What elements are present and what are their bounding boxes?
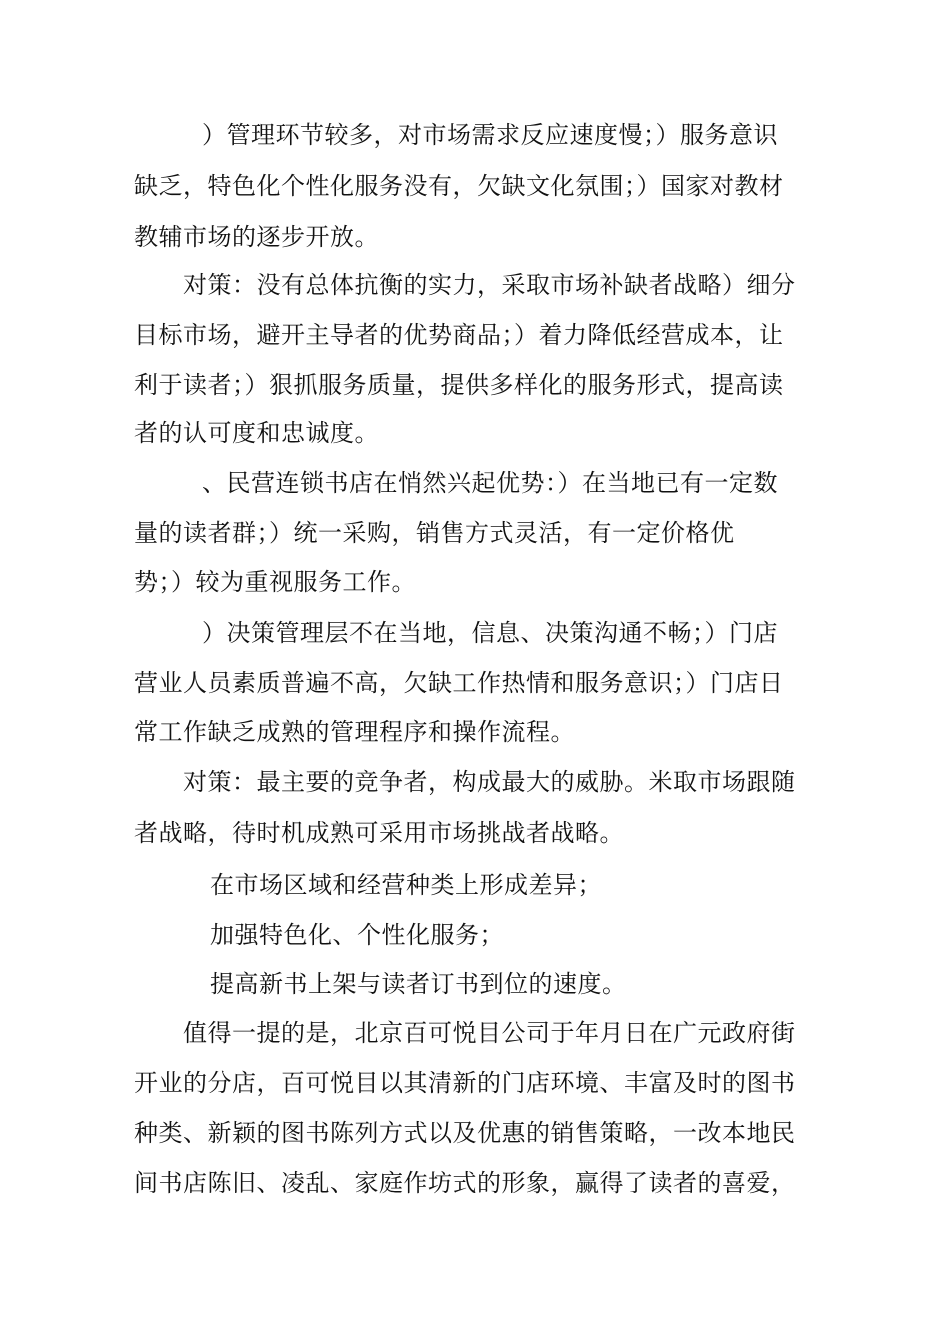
text-line: 目标市场，避开主导者的优势商品；）着力降低经营成本，让: [134, 321, 784, 349]
text-line: ）决策管理层不在当地，信息、决策沟通不畅；）门店: [202, 619, 778, 647]
text-line: 缺乏，特色化个性化服务没有，欠缺文化氛围；）国家对教材: [134, 172, 784, 200]
text-line: 者的认可度和忠诚度。: [134, 419, 379, 447]
text-line: 对策：最主要的竞争者，构成最大的威胁。米取市场跟随: [183, 768, 796, 796]
text-line: 常工作缺乏成熟的管理程序和操作流程。: [134, 718, 575, 746]
text-line: 间书店陈旧、凌乱、家庭作坊式的形象，赢得了读者的喜爱，: [134, 1169, 796, 1197]
text-line: 势；）较为重视服务工作。: [134, 568, 416, 596]
list-item: 提高新书上架与读者订书到位的速度。: [210, 970, 627, 998]
list-item: 加强特色化、个性化服务；: [210, 921, 504, 949]
text-line: 教辅市场的逐步开放。: [134, 223, 379, 251]
text-line: 营业人员素质普遍不高，欠缺工作热情和服务意识；）门店日: [134, 669, 784, 697]
text-line: 者战略，待时机成熟可采用市场挑战者战略。: [134, 819, 624, 847]
text-line: 开业的分店，百可悦目以其清新的门店环境、丰富及时的图书: [134, 1069, 796, 1097]
text-line: 值得一提的是，北京百可悦目公司于年月日在广元政府街: [183, 1019, 796, 1047]
text-line: 对策：没有总体抗衡的实力，采取市场补缺者战略）细分: [183, 271, 796, 299]
text-line: 量的读者群；）统一采购，销售方式灵活，有一定价格优: [134, 519, 735, 547]
text-line: ）管理环节较多，对市场需求反应速度慢；）服务意识: [202, 121, 778, 149]
text-line: 、民营连锁书店在悄然兴起优势：）在当地已有一定数: [202, 469, 778, 497]
list-item: 在市场区域和经营种类上形成差异；: [210, 871, 602, 899]
text-line: 利于读者；）狠抓服务质量，提供多样化的服务形式，提高读: [134, 371, 784, 399]
text-line: 种类、新颖的图书陈列方式以及优惠的销售策略，一改本地民: [134, 1119, 796, 1147]
